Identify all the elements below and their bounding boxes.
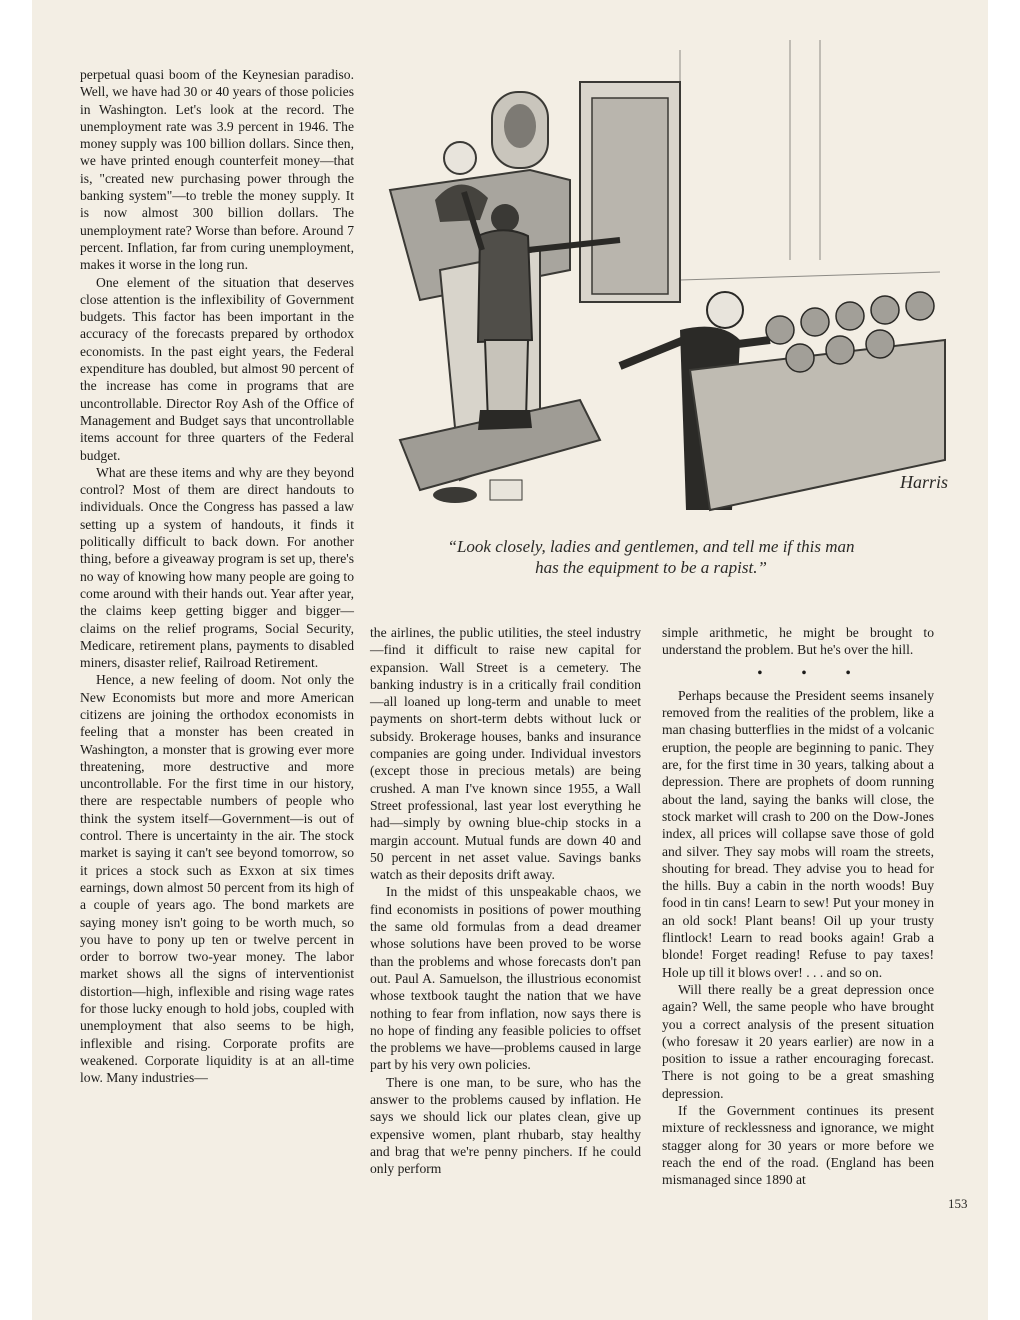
- courtroom-cartoon: [380, 40, 950, 524]
- article-column-3: [662, 624, 934, 1189]
- paragraph: There is one man, to be sure, who has the answer to the problems caused by inflation. He says we should lick our plates clean, give up expensive women, plant rhubarb, stay healthy and brag that we're penny pinchers. If he could only perform: [370, 1074, 641, 1177]
- paragraph: perpetual quasi boom of the Keynesian paradiso. Well, we have had 30 or 40 years of those policies in Washington. Let's look at the record. The unemployment rate was 3.9 percent in 1946. The money supply was 100 billion dollars. Since then, we have printed enough counterfeit money—that is, "created new purchasing power through the banking system"—to treble the money supply. It is now almost 300 billion dollars. The unemployment rate? Worse than before. Around 7 percent. Inflation, far from curing unemployment, makes it worse in the long run.: [80, 67, 354, 273]
- paragraph: the airlines, the public utilities, the steel industry—find it difficult to raise new capital for expansion. Wall Street is a cemetery. The banking industry is in a critically frail condition—all loaned up long-term and unable to meet payments on short-term debts without luck or subsidy. Brokerage houses, banks and insurance companies are going under. Individual investors (except those in precious metals) are being crushed. A man I've known since 1955, a Wall Street professional, last year lost everything he had—simply by owning blue-chip stocks in a margin account. Mutual funds are down 40 and 50 percent in net asset value. Savings banks watch as their deposits drift away.: [370, 625, 641, 883]
- article-column-1: [80, 66, 354, 1087]
- cartoon-caption: [370, 536, 932, 578]
- paragraph: In the midst of this unspeakable chaos, we find economists in positions of power mouthing the same old formulas from a dead dreamer whose solutions have been proved to be worse than the problems and whose forecasts don't pan out. Paul A. Samuelson, the illustrious economist whose textbook taught the nation that we have nothing to fear from inflation, now says there is no hope of finding any feasible policies to offset the problems we have—problems caused in large part by his very own policies.: [370, 884, 641, 1073]
- caption-line: has the equipment to be a rapist.”: [535, 558, 767, 577]
- article-column-2: [370, 624, 641, 1178]
- page-number: 153: [948, 1196, 968, 1211]
- paragraph: Will there really be a great depression once again? Well, the same people who have brought you a correct analysis of the present situation (who foresaw it 20 years earlier) are now in a position to issue a rather encouraging forecast. There is not going to be a great smashing depression.: [662, 981, 934, 1101]
- paragraph: Perhaps because the President seems insanely removed from the realities of the problem, like a man chasing butterflies in the midst of a volcanic eruption, the people are beginning to panic. They are, for the first time in 30 years, talking about a depression. There are prophets of doom running about the land, saying the banks will close, the stock market will crash to 200 on the Dow-Jones index, all prices will collapse save those of gold and silver. They say mobs will roam the streets, shouting for bread. They advise you to head for the hills. Buy a cabin in the north woods! Buy food in tin cans! Learn to sew! Put your money in an old sock! Plant beans! Oil up your trusty flintlock! Learn to read books again! Grab a blonde! Forget reading! Refuse to pay taxes! Hole up till it blows over! . . . and so on.: [662, 687, 934, 980]
- paragraph: Hence, a new feeling of doom. Not only the New Economists but more and more American citizens are joining the orthodox economists in feeling that a monster has been created in Washington, a monster that is growing ever more threatening, more destructive and more uncontrollable. For the first time in our history, there are respectable numbers of people who think the system itself—Government—is out of control. There is uncertainty in the air. The stock market is saying it can't see beyond tomorrow, so it prices a stock such as Exxon at six times earnings, down almost 50 percent from its high of a couple of years ago. The bond markets are saying money isn't going to be worth much, so you have to pony up ten or twelve percent in order to borrow two-year money. The labor market shows all the signs of interventionist distortion—high, inflexible and rising wage rates for those lucky enough to hold jobs, coupled with unemployment that also seems to be high, inflexible and rising. Corporate profits are weakened. Corporate liquidity is at an all-time low. Many industries—: [80, 672, 354, 1086]
- section-break: • • •: [757, 664, 869, 680]
- paragraph: simple arithmetic, he might be brought to understand the problem. But he's over the hill.: [662, 625, 934, 658]
- caption-line: “Look closely, ladies and gentlemen, and tell me if this man: [447, 537, 855, 556]
- cartoonist-signature: Harris: [900, 472, 949, 492]
- paragraph: If the Government continues its present mixture of recklessness and ignorance, we might stagger along for 30 years or more before we reach the end of the road. (England has been mismanaged since 1890 at: [662, 1103, 934, 1188]
- paragraph: What are these items and why are they beyond control? Most of them are direct handouts to individuals. Once the Congress has passed a law setting up a system of handouts, it finds it politically difficult to back down. For another thing, before a giveaway program is set up, there's no way of knowing how many people are going to come around with their hands out. Year after year, the claims keep getting bigger and bigger—claims on the relief programs, Social Security, Medicare, retirement plans, payments to disabled miners, disaster relief, Railroad Retirement.: [80, 464, 354, 671]
- paragraph: One element of the situation that deserves close attention is the inflexibility of Government budgets. This factor has been important in the accuracy of the forecasts prepared by orthodox economists. In the past eight years, the Federal expenditure has doubled, but almost 90 percent of the increase has come in programs that are uncontrollable. Director Roy Ash of the Office of Management and Budget says that uncontrollable items account for three quarters of the Federal budget.: [80, 274, 354, 463]
